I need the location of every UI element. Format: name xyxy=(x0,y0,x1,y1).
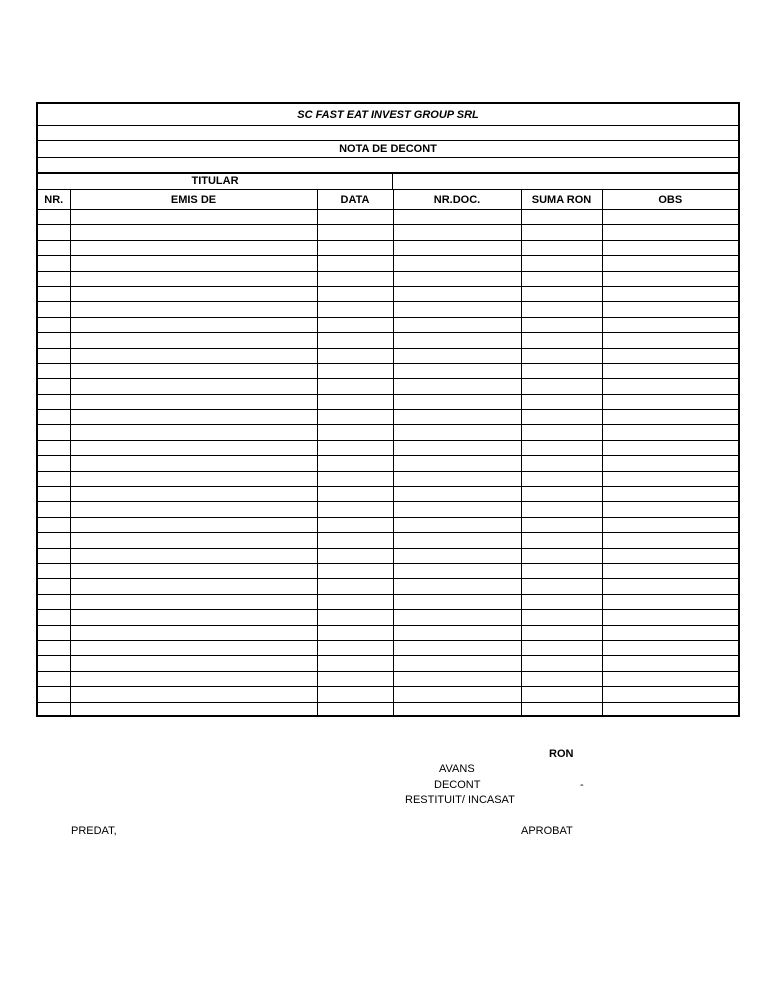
cell-obs[interactable] xyxy=(602,610,738,625)
cell-data[interactable] xyxy=(317,640,393,655)
cell-emis-de[interactable] xyxy=(70,487,317,502)
cell-nr[interactable] xyxy=(38,625,70,640)
cell-suma-ron[interactable] xyxy=(521,579,602,594)
table-row xyxy=(38,333,738,348)
cell-nr-doc[interactable] xyxy=(393,502,521,517)
cell-nr-doc[interactable] xyxy=(393,394,521,409)
blank-row-2 xyxy=(38,158,738,174)
table-row xyxy=(38,225,738,240)
cell-suma-ron[interactable] xyxy=(521,594,602,609)
table-row xyxy=(38,594,738,609)
cell-data[interactable] xyxy=(317,271,393,286)
cell-suma-ron[interactable] xyxy=(521,456,602,471)
cell-emis-de[interactable] xyxy=(70,425,317,440)
cell-obs[interactable] xyxy=(602,502,738,517)
table-row xyxy=(38,610,738,625)
cell-nr[interactable] xyxy=(38,687,70,702)
cell-data[interactable] xyxy=(317,348,393,363)
cell-nr[interactable] xyxy=(38,594,70,609)
cell-suma-ron[interactable] xyxy=(521,348,602,363)
cell-nr-doc[interactable] xyxy=(393,440,521,455)
cell-data[interactable] xyxy=(317,671,393,686)
cell-suma-ron[interactable] xyxy=(521,302,602,317)
table-row xyxy=(38,640,738,655)
cell-suma-ron[interactable] xyxy=(521,656,602,671)
cell-obs[interactable] xyxy=(602,271,738,286)
cell-obs[interactable] xyxy=(602,333,738,348)
cell-suma-ron[interactable] xyxy=(521,440,602,455)
cell-nr-doc[interactable] xyxy=(393,487,521,502)
cell-emis-de[interactable] xyxy=(70,302,317,317)
titular-label: TITULAR xyxy=(191,175,239,187)
cell-nr[interactable] xyxy=(38,240,70,255)
cell-nr[interactable] xyxy=(38,656,70,671)
cell-nr[interactable] xyxy=(38,502,70,517)
cell-obs[interactable] xyxy=(602,687,738,702)
table-row xyxy=(38,471,738,486)
cell-nr-doc[interactable] xyxy=(393,579,521,594)
cell-nr[interactable] xyxy=(38,640,70,655)
cell-suma-ron[interactable] xyxy=(521,487,602,502)
cell-data[interactable] xyxy=(317,363,393,378)
cell-obs[interactable] xyxy=(602,379,738,394)
cell-obs[interactable] xyxy=(602,563,738,578)
cell-nr[interactable] xyxy=(38,610,70,625)
table-row xyxy=(38,302,738,317)
table-row xyxy=(38,317,738,332)
cell-nr[interactable] xyxy=(38,256,70,271)
cell-emis-de[interactable] xyxy=(70,240,317,255)
cell-suma-ron[interactable] xyxy=(521,548,602,563)
table-row xyxy=(38,579,738,594)
cell-nr[interactable] xyxy=(38,210,70,225)
cell-obs[interactable] xyxy=(602,348,738,363)
cell-suma-ron[interactable] xyxy=(521,563,602,578)
cell-nr-doc[interactable] xyxy=(393,563,521,578)
col-header-nr-doc: NR.DOC. xyxy=(393,190,521,210)
table-body xyxy=(38,210,738,717)
cell-obs[interactable] xyxy=(602,656,738,671)
cell-nr-doc[interactable] xyxy=(393,687,521,702)
table-row xyxy=(38,625,738,640)
cell-emis-de[interactable] xyxy=(70,610,317,625)
cell-data[interactable] xyxy=(317,702,393,717)
cell-emis-de[interactable] xyxy=(70,702,317,717)
cell-nr-doc[interactable] xyxy=(393,656,521,671)
table-row xyxy=(38,671,738,686)
cell-nr-doc[interactable] xyxy=(393,410,521,425)
cell-obs[interactable] xyxy=(602,517,738,532)
cell-emis-de[interactable] xyxy=(70,317,317,332)
cell-suma-ron[interactable] xyxy=(521,363,602,378)
cell-nr[interactable] xyxy=(38,271,70,286)
cell-data[interactable] xyxy=(317,502,393,517)
cell-obs[interactable] xyxy=(602,471,738,486)
cell-data[interactable] xyxy=(317,317,393,332)
table-row xyxy=(38,548,738,563)
cell-obs[interactable] xyxy=(602,440,738,455)
cell-data[interactable] xyxy=(317,563,393,578)
expense-table xyxy=(38,190,738,717)
cell-obs[interactable] xyxy=(602,410,738,425)
decont-value: - xyxy=(580,779,584,791)
cell-data[interactable] xyxy=(317,286,393,301)
cell-data[interactable] xyxy=(317,394,393,409)
cell-emis-de[interactable] xyxy=(70,256,317,271)
cell-data[interactable] xyxy=(317,456,393,471)
cell-data[interactable] xyxy=(317,210,393,225)
cell-data[interactable] xyxy=(317,610,393,625)
cell-obs[interactable] xyxy=(602,640,738,655)
cell-nr-doc[interactable] xyxy=(393,348,521,363)
cell-nr-doc[interactable] xyxy=(393,625,521,640)
cell-nr[interactable] xyxy=(38,348,70,363)
cell-obs[interactable] xyxy=(602,240,738,255)
cell-emis-de[interactable] xyxy=(70,687,317,702)
table-row xyxy=(38,517,738,532)
cell-suma-ron[interactable] xyxy=(521,379,602,394)
cell-suma-ron[interactable] xyxy=(521,502,602,517)
cell-suma-ron[interactable] xyxy=(521,225,602,240)
cell-nr-doc[interactable] xyxy=(393,317,521,332)
cell-nr-doc[interactable] xyxy=(393,286,521,301)
table-row xyxy=(38,348,738,363)
cell-nr-doc[interactable] xyxy=(393,225,521,240)
cell-obs[interactable] xyxy=(602,487,738,502)
document-title: NOTA DE DECONT xyxy=(38,141,738,158)
cell-nr-doc[interactable] xyxy=(393,271,521,286)
cell-nr[interactable] xyxy=(38,702,70,717)
cell-suma-ron[interactable] xyxy=(521,687,602,702)
cell-data[interactable] xyxy=(317,256,393,271)
company-name: SC FAST EAT INVEST GROUP SRL xyxy=(38,104,738,126)
table-row xyxy=(38,440,738,455)
cell-nr-doc[interactable] xyxy=(393,517,521,532)
cell-nr[interactable] xyxy=(38,363,70,378)
cell-nr[interactable] xyxy=(38,302,70,317)
cell-obs[interactable] xyxy=(602,256,738,271)
cell-suma-ron[interactable] xyxy=(521,256,602,271)
table-row xyxy=(38,240,738,255)
cell-emis-de[interactable] xyxy=(70,394,317,409)
cell-emis-de[interactable] xyxy=(70,333,317,348)
cell-nr[interactable] xyxy=(38,379,70,394)
cell-data[interactable] xyxy=(317,333,393,348)
currency-label: RON xyxy=(549,748,574,760)
cell-emis-de[interactable] xyxy=(70,286,317,301)
table-row xyxy=(38,487,738,502)
col-header-data: DATA xyxy=(317,190,393,210)
cell-emis-de[interactable] xyxy=(70,502,317,517)
cell-obs[interactable] xyxy=(602,702,738,717)
cell-nr-doc[interactable] xyxy=(393,594,521,609)
cell-nr-doc[interactable] xyxy=(393,610,521,625)
predat-label: PREDAT, xyxy=(71,825,117,837)
restituit-label: RESTITUIT/ INCASAT xyxy=(405,794,515,806)
cell-emis-de[interactable] xyxy=(70,210,317,225)
cell-emis-de[interactable] xyxy=(70,656,317,671)
cell-data[interactable] xyxy=(317,517,393,532)
cell-nr[interactable] xyxy=(38,548,70,563)
cell-obs[interactable] xyxy=(602,594,738,609)
table-row xyxy=(38,410,738,425)
cell-nr[interactable] xyxy=(38,471,70,486)
aprobat-label: APROBAT xyxy=(521,825,573,837)
cell-obs[interactable] xyxy=(602,425,738,440)
cell-nr[interactable] xyxy=(38,671,70,686)
cell-suma-ron[interactable] xyxy=(521,333,602,348)
cell-obs[interactable] xyxy=(602,671,738,686)
cell-data[interactable] xyxy=(317,425,393,440)
cell-data[interactable] xyxy=(317,302,393,317)
cell-nr[interactable] xyxy=(38,225,70,240)
cell-emis-de[interactable] xyxy=(70,225,317,240)
cell-suma-ron[interactable] xyxy=(521,471,602,486)
cell-data[interactable] xyxy=(317,487,393,502)
cell-nr-doc[interactable] xyxy=(393,302,521,317)
col-header-suma-ron: SUMA RON xyxy=(521,190,602,210)
table-row xyxy=(38,256,738,271)
table-row xyxy=(38,363,738,378)
cell-nr-doc[interactable] xyxy=(393,456,521,471)
cell-obs[interactable] xyxy=(602,625,738,640)
cell-nr-doc[interactable] xyxy=(393,533,521,548)
cell-data[interactable] xyxy=(317,687,393,702)
cell-nr[interactable] xyxy=(38,440,70,455)
cell-suma-ron[interactable] xyxy=(521,702,602,717)
cell-emis-de[interactable] xyxy=(70,640,317,655)
cell-suma-ron[interactable] xyxy=(521,610,602,625)
cell-emis-de[interactable] xyxy=(70,363,317,378)
cell-emis-de[interactable] xyxy=(70,625,317,640)
cell-nr[interactable] xyxy=(38,533,70,548)
cell-obs[interactable] xyxy=(602,363,738,378)
table-row xyxy=(38,425,738,440)
cell-data[interactable] xyxy=(317,594,393,609)
cell-data[interactable] xyxy=(317,625,393,640)
cell-emis-de[interactable] xyxy=(70,471,317,486)
cell-nr-doc[interactable] xyxy=(393,548,521,563)
cell-obs[interactable] xyxy=(602,286,738,301)
table-row xyxy=(38,210,738,225)
cell-suma-ron[interactable] xyxy=(521,271,602,286)
cell-obs[interactable] xyxy=(602,456,738,471)
cell-suma-ron[interactable] xyxy=(521,317,602,332)
col-header-emis-de: EMIS DE xyxy=(70,190,317,210)
cell-emis-de[interactable] xyxy=(70,533,317,548)
cell-nr[interactable] xyxy=(38,394,70,409)
table-row xyxy=(38,394,738,409)
cell-suma-ron[interactable] xyxy=(521,640,602,655)
cell-nr-doc[interactable] xyxy=(393,333,521,348)
col-header-nr: NR. xyxy=(38,190,70,210)
cell-suma-ron[interactable] xyxy=(521,425,602,440)
table-row xyxy=(38,563,738,578)
cell-nr[interactable] xyxy=(38,517,70,532)
cell-emis-de[interactable] xyxy=(70,348,317,363)
cell-emis-de[interactable] xyxy=(70,456,317,471)
cell-emis-de[interactable] xyxy=(70,440,317,455)
cell-data[interactable] xyxy=(317,379,393,394)
table-row xyxy=(38,502,738,517)
cell-nr[interactable] xyxy=(38,487,70,502)
cell-obs[interactable] xyxy=(602,225,738,240)
cell-emis-de[interactable] xyxy=(70,410,317,425)
cell-emis-de[interactable] xyxy=(70,517,317,532)
cell-data[interactable] xyxy=(317,656,393,671)
cell-nr[interactable] xyxy=(38,286,70,301)
cell-data[interactable] xyxy=(317,533,393,548)
table-row xyxy=(38,456,738,471)
cell-obs[interactable] xyxy=(602,533,738,548)
cell-nr-doc[interactable] xyxy=(393,640,521,655)
table-header-row xyxy=(38,190,738,210)
cell-data[interactable] xyxy=(317,548,393,563)
cell-data[interactable] xyxy=(317,240,393,255)
cell-suma-ron[interactable] xyxy=(521,533,602,548)
cell-suma-ron[interactable] xyxy=(521,410,602,425)
titular-divider xyxy=(392,174,393,189)
cell-nr[interactable] xyxy=(38,410,70,425)
cell-nr[interactable] xyxy=(38,333,70,348)
cell-nr-doc[interactable] xyxy=(393,702,521,717)
table-row xyxy=(38,702,738,717)
cell-nr-doc[interactable] xyxy=(393,471,521,486)
cell-obs[interactable] xyxy=(602,317,738,332)
decont-form xyxy=(36,102,740,717)
cell-nr[interactable] xyxy=(38,425,70,440)
table-row xyxy=(38,533,738,548)
table-row xyxy=(38,656,738,671)
cell-obs[interactable] xyxy=(602,548,738,563)
cell-data[interactable] xyxy=(317,579,393,594)
titular-row xyxy=(38,174,738,190)
cell-emis-de[interactable] xyxy=(70,594,317,609)
cell-nr[interactable] xyxy=(38,456,70,471)
cell-nr-doc[interactable] xyxy=(393,671,521,686)
cell-obs[interactable] xyxy=(602,579,738,594)
cell-suma-ron[interactable] xyxy=(521,286,602,301)
cell-obs[interactable] xyxy=(602,394,738,409)
cell-nr-doc[interactable] xyxy=(393,240,521,255)
cell-obs[interactable] xyxy=(602,210,738,225)
cell-data[interactable] xyxy=(317,410,393,425)
table-row xyxy=(38,271,738,286)
cell-nr-doc[interactable] xyxy=(393,425,521,440)
cell-suma-ron[interactable] xyxy=(521,671,602,686)
cell-emis-de[interactable] xyxy=(70,548,317,563)
cell-emis-de[interactable] xyxy=(70,271,317,286)
cell-obs[interactable] xyxy=(602,302,738,317)
cell-nr-doc[interactable] xyxy=(393,256,521,271)
cell-data[interactable] xyxy=(317,471,393,486)
cell-emis-de[interactable] xyxy=(70,379,317,394)
cell-suma-ron[interactable] xyxy=(521,625,602,640)
table-row xyxy=(38,379,738,394)
cell-nr[interactable] xyxy=(38,563,70,578)
avans-label: AVANS xyxy=(439,763,475,775)
cell-nr[interactable] xyxy=(38,317,70,332)
blank-row-1 xyxy=(38,126,738,141)
table-row xyxy=(38,286,738,301)
cell-nr[interactable] xyxy=(38,579,70,594)
col-header-obs: OBS xyxy=(602,190,738,210)
cell-nr-doc[interactable] xyxy=(393,363,521,378)
table-row xyxy=(38,687,738,702)
cell-emis-de[interactable] xyxy=(70,563,317,578)
decont-label: DECONT xyxy=(434,779,481,791)
cell-suma-ron[interactable] xyxy=(521,210,602,225)
cell-suma-ron[interactable] xyxy=(521,394,602,409)
cell-nr-doc[interactable] xyxy=(393,210,521,225)
cell-emis-de[interactable] xyxy=(70,579,317,594)
cell-suma-ron[interactable] xyxy=(521,240,602,255)
expense-table-wrapper xyxy=(38,190,738,717)
cell-data[interactable] xyxy=(317,440,393,455)
cell-data[interactable] xyxy=(317,225,393,240)
cell-nr-doc[interactable] xyxy=(393,379,521,394)
cell-suma-ron[interactable] xyxy=(521,517,602,532)
cell-emis-de[interactable] xyxy=(70,671,317,686)
